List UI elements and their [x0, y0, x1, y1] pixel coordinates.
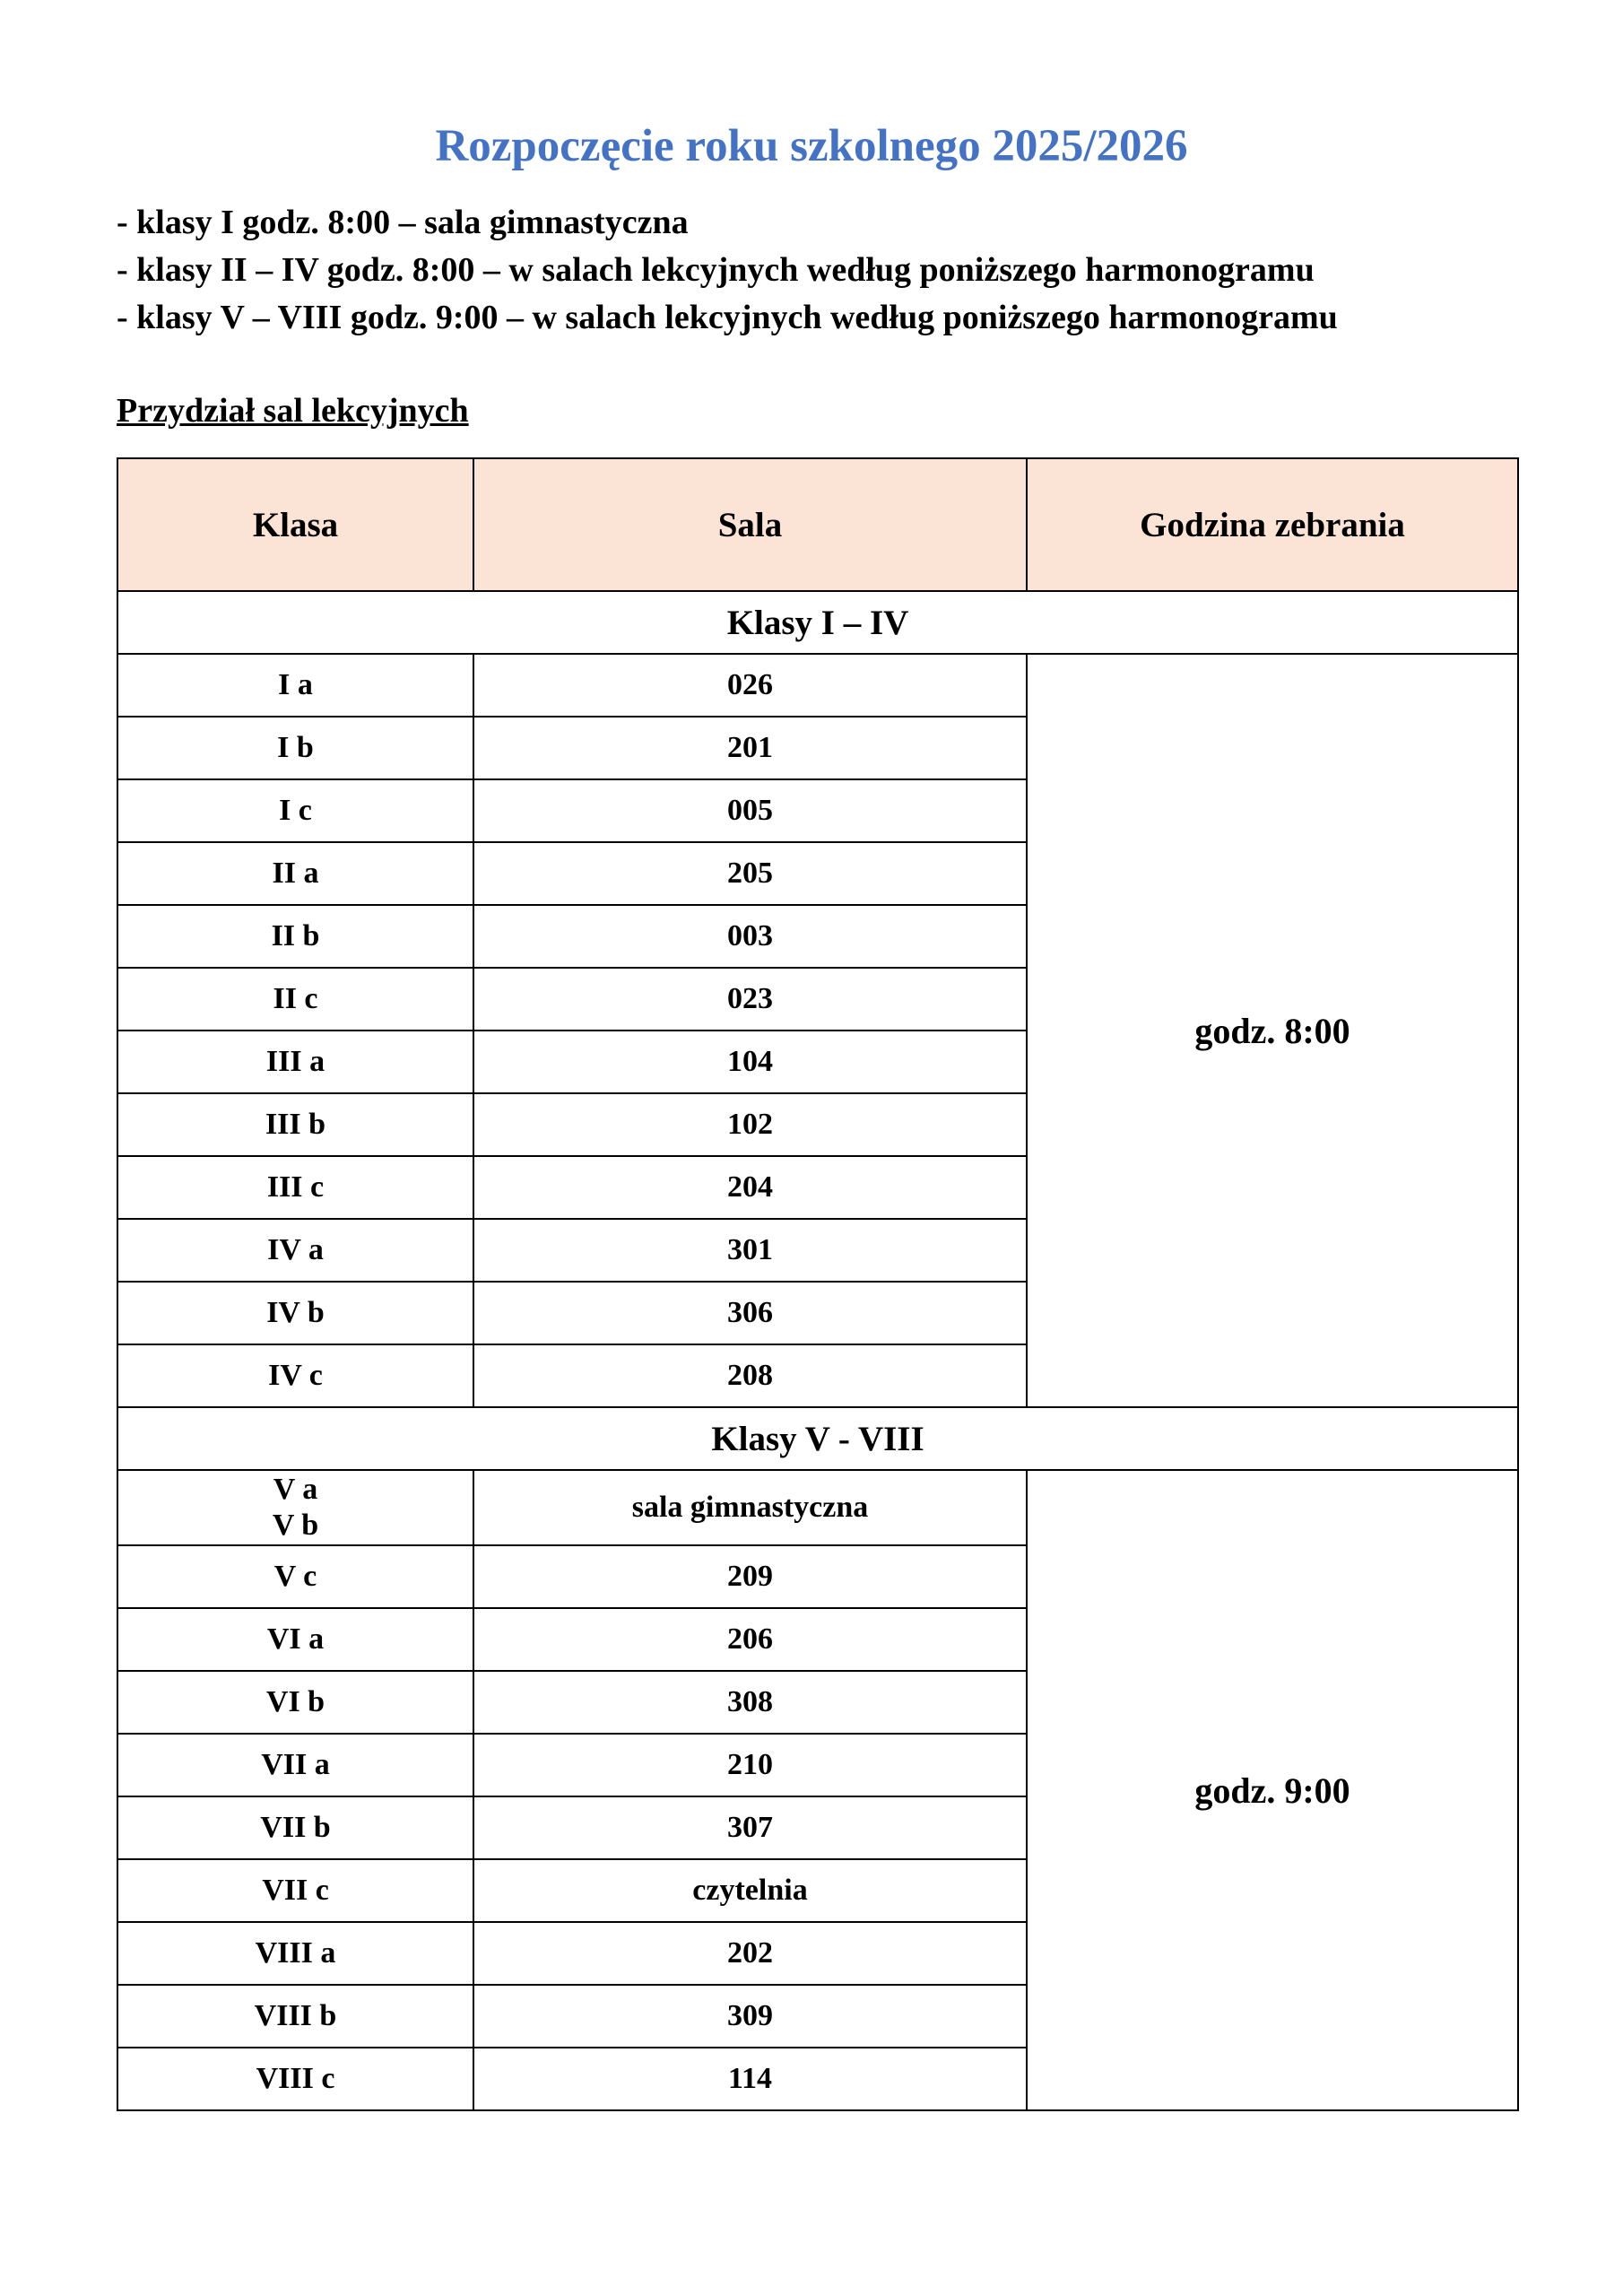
sala-cell: 026 [473, 654, 1027, 717]
table-row [117, 1470, 1518, 1545]
klasa-cell: V c [117, 1545, 473, 1608]
sala-cell: 206 [473, 1608, 1027, 1671]
klasa-line: V b [272, 1509, 319, 1542]
group-row [117, 591, 1518, 654]
sala-cell: 205 [473, 842, 1027, 905]
header-klasa: Klasa [117, 458, 473, 591]
klasa-cell: II b [117, 905, 473, 968]
klasa-cell: VI b [117, 1671, 473, 1734]
sala-cell: sala gimnastyczna [473, 1470, 1027, 1545]
meeting-time-cell: godz. 8:00 [1027, 654, 1518, 1407]
klasa-cell: VII c [117, 1859, 473, 1922]
group-row [117, 1407, 1518, 1470]
klasa-cell: VII b [117, 1796, 473, 1859]
klasa-cell: VI a [117, 1608, 473, 1671]
klasa-cell: I b [117, 717, 473, 779]
klasa-cell: VII a [117, 1734, 473, 1796]
table-header-row [117, 458, 1518, 591]
sala-cell: 202 [473, 1922, 1027, 1985]
klasa-line: V a [273, 1473, 318, 1506]
sala-cell: 201 [473, 717, 1027, 779]
sala-cell: 209 [473, 1545, 1027, 1608]
sala-cell: 308 [473, 1671, 1027, 1734]
meeting-time-cell: godz. 9:00 [1027, 1470, 1518, 2110]
klasa-cell [117, 1470, 473, 1545]
intro-line-3: - klasy V – VIII godz. 9:00 – w salach lekcyjnych według poniższego harmonogramu [117, 299, 1338, 336]
room-assignment-table [117, 457, 1519, 2111]
group-label: Klasy V - VIII [117, 1407, 1518, 1470]
sala-cell: 003 [473, 905, 1027, 968]
sala-cell: 301 [473, 1219, 1027, 1282]
intro-line-1: - klasy I godz. 8:00 – sala gimnastyczna [117, 204, 689, 241]
sala-cell: 306 [473, 1282, 1027, 1344]
sala-cell: 114 [473, 2048, 1027, 2110]
klasa-cell: II c [117, 968, 473, 1031]
sala-cell: 307 [473, 1796, 1027, 1859]
sala-cell: 102 [473, 1093, 1027, 1156]
klasa-cell: IV c [117, 1344, 473, 1407]
sala-cell: 210 [473, 1734, 1027, 1796]
klasa-cell: II a [117, 842, 473, 905]
page-title: Rozpoczęcie roku szkolnego 2025/2026 [435, 121, 1188, 171]
intro-list [117, 199, 1551, 342]
table-row [117, 654, 1518, 717]
klasa-cell: VIII b [117, 1985, 473, 2048]
sala-cell: czytelnia [473, 1859, 1027, 1922]
sala-cell: 208 [473, 1344, 1027, 1407]
sala-cell: 104 [473, 1031, 1027, 1093]
group-label: Klasy I – IV [117, 591, 1518, 654]
klasa-cell: I a [117, 654, 473, 717]
klasa-cell: III c [117, 1156, 473, 1219]
klasa-cell: III b [117, 1093, 473, 1156]
klasa-cell: III a [117, 1031, 473, 1093]
klasa-cell: IV b [117, 1282, 473, 1344]
intro-line-2: - klasy II – IV godz. 8:00 – w salach lekcyjnych według poniższego harmonogramu [117, 251, 1315, 289]
sala-cell: 023 [473, 968, 1027, 1031]
klasa-cell: IV a [117, 1219, 473, 1282]
klasa-cell: VIII c [117, 2048, 473, 2110]
sala-cell: 005 [473, 779, 1027, 842]
klasa-cell: I c [117, 779, 473, 842]
klasa-cell: VIII a [117, 1922, 473, 1985]
header-godzina: Godzina zebrania [1027, 458, 1518, 591]
section-heading: Przydział sal lekcyjnych [117, 392, 469, 430]
header-sala: Sala [473, 458, 1027, 591]
sala-cell: 309 [473, 1985, 1027, 2048]
sala-cell: 204 [473, 1156, 1027, 1219]
